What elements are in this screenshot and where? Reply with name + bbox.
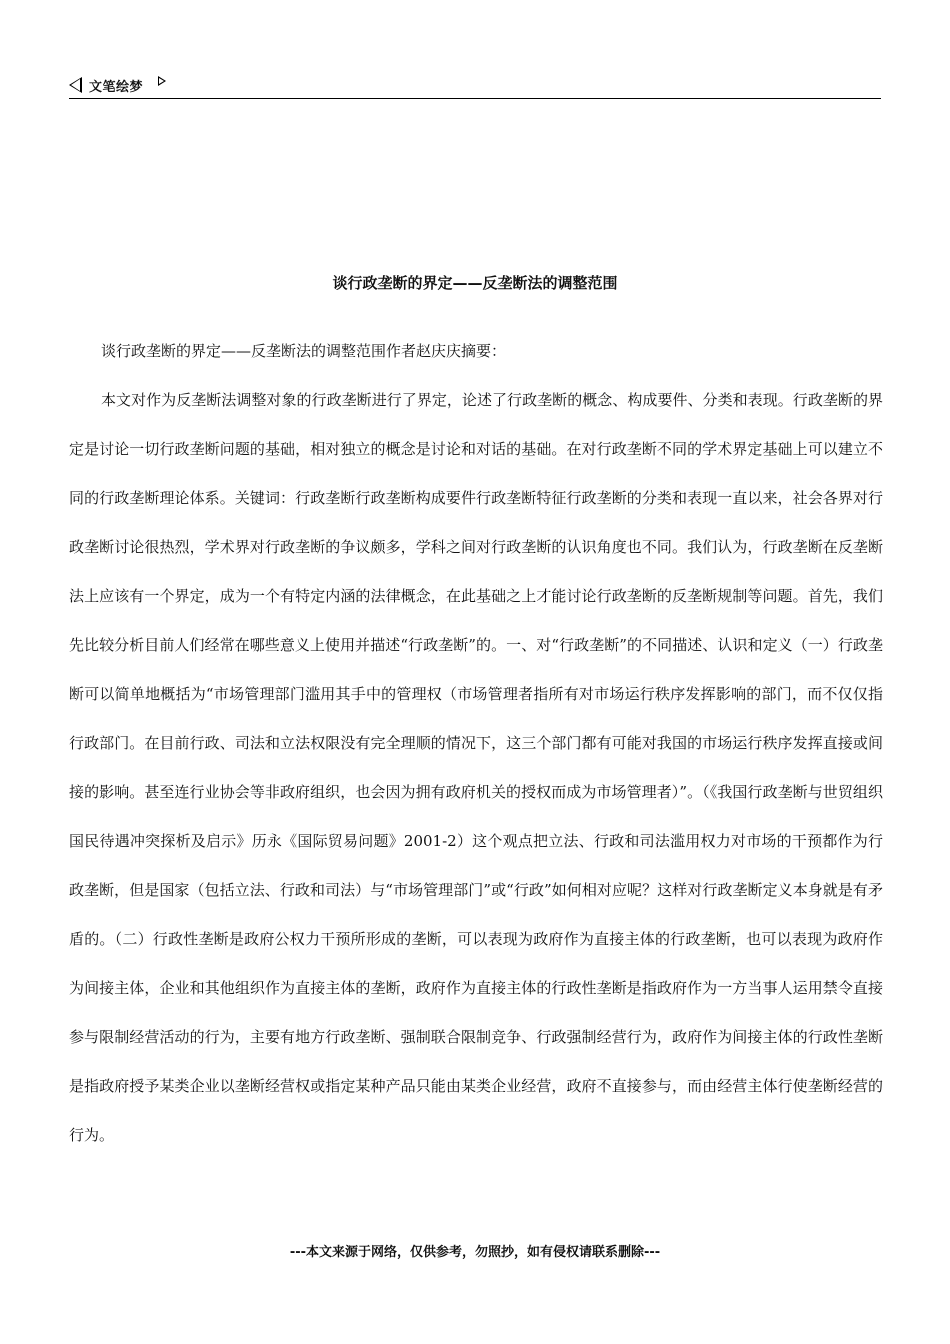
paragraph-intro: 谈行政垄断的界定——反垄断法的调整范围作者赵庆庆摘要： (101, 342, 507, 360)
document-title: 谈行政垄断的界定——反垄断法的调整范围 (332, 274, 618, 292)
page-header (69, 74, 881, 99)
triangle-left-icon (69, 77, 82, 93)
triangle-right-icon (158, 76, 166, 86)
header-brand: 文笔绘梦 (89, 80, 144, 95)
paragraph-main: 本文对作为反垄断法调整对象的行政垄断进行了界定，论述了行政垄断的概念、构成要件、分类和表现。行政垄断的界定是讨论一切行政垄断问题的基础，相对独立的概念是讨论和对话的基础。在对行政垄断不同的学术界定基础上可以建立不同的行政垄断理论体系。关键词：行政垄断行政垄断构成要件行政垄断特征行政垄断的分类和表现一直以来，社会各界对行政垄断讨论很热烈，学术界对行政垄断的争议颇多，学科之间对行政垄断的认识角度也不同。我们认为，行政垄断在反垄断法上应该有一个界定，成为一个有特定内涵的法律概念，在此基础之上才能讨论行政垄断的反垄断规制等问题。首先，我们先比较分析目前人们经常在哪些意义上使用并描述“行政垄断”的。一、对“行政垄断”的不同描述、认识和定义（一）行政垄断可以简单地概括为“市场管理部门滥用其手中的管理权（市场管理者指所有对市场运行秩序发挥影响的部门，而不仅仅指行政部门。在目前行政、司法和立法权限没有完全理顺的情况下，这三个部门都有可能对我国的市场运行秩序发挥直接或间接的影响。甚至连行业协会等非政府组织，也会因为拥有政府机关的授权而成为市场管理者）”。（《我国行政垄断与世贸组织国民待遇冲突探析及启示》历永《国际贸易问题》2001-2）这个观点把立法、行政和司法滥用权力对市场的干预都作为行政垄断，但是国家（包括立法、行政和司法）与“市场管理部门”或“行政”如何相对应呢？这样对行政垄断定义本身就是有矛盾的。（二）行政性垄断是政府公权力干预所形成的垄断，可以表现为政府作为直接主体的行政垄断，也可以表现为政府作为间接主体，企业和其他组织作为直接主体的垄断，政府作为直接主体的行政性垄断是指政府作为一方当事人运用禁令直接参与限制经营活动的行为，主要有地方行政垄断、强制联合限制竞争、行政强制经营行为，政府作为间接主体的行政性垄断是指政府授予某类企业以垄断经营权或指定某种产品只能由某类企业经营，政府不直接参与，而由经营主体行使垄断经营的行为。 (69, 391, 883, 1144)
document-body (69, 327, 883, 1160)
footer-notice: ---本文来源于网络，仅供参考，勿照抄，如有侵权请联系删除--- (289, 1245, 661, 1260)
